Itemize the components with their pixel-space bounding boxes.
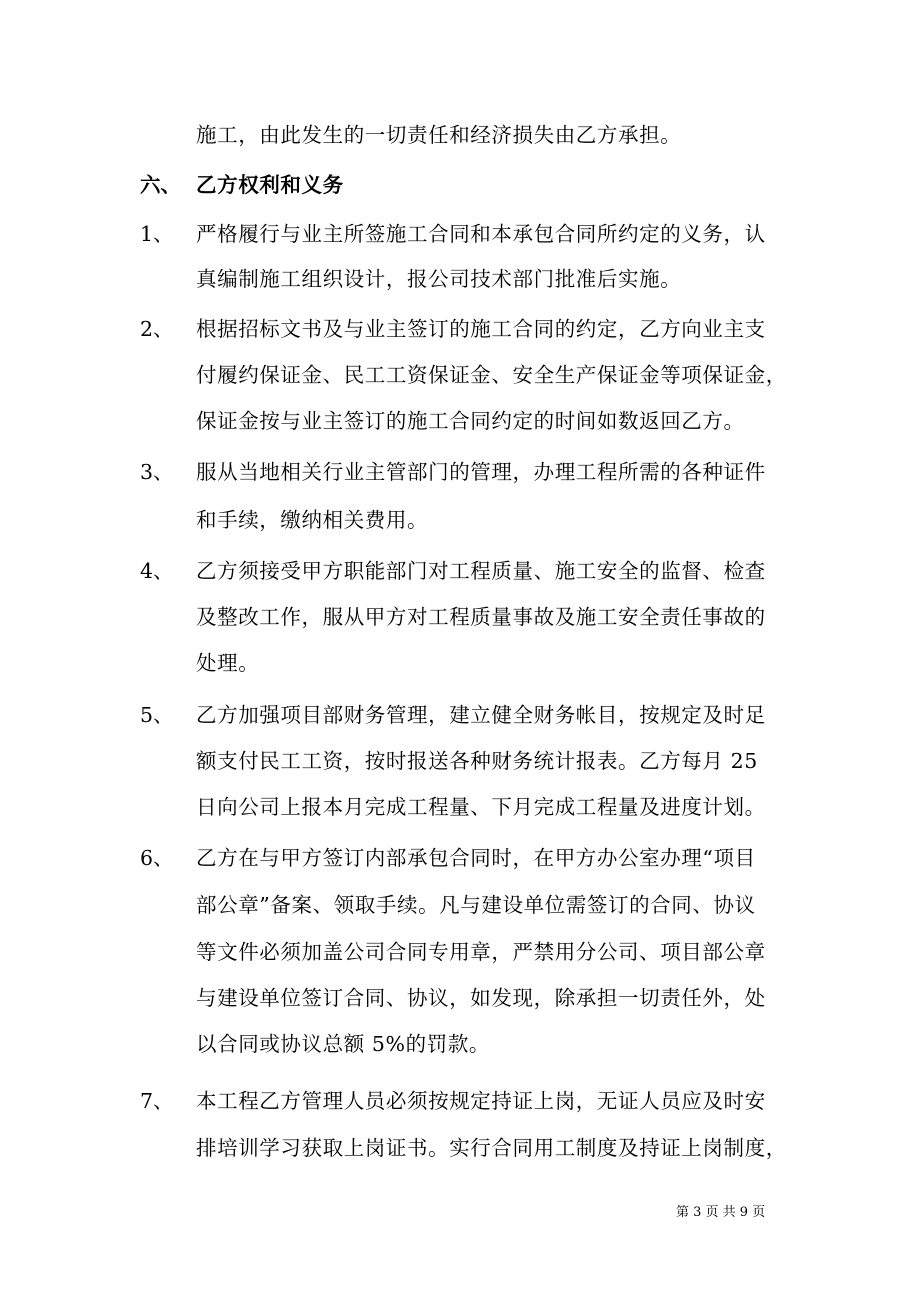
- section-title: 乙方权利和义务: [196, 173, 344, 197]
- item-6-line-5: 以合同或协议总额 5%的罚款。: [196, 1032, 491, 1056]
- item-5-line-3: 日向公司上报本月完成工程量、下月完成工程量及进度计划。: [196, 795, 766, 819]
- item-5-line-1: 乙方加强项目部财务管理，建立健全财务帐目，按规定及时足: [196, 703, 766, 727]
- item-2-line-2: 付履约保证金、民工工资保证金、安全生产保证金等项保证金，: [196, 363, 787, 387]
- item-6-line-3: 等文件必须加盖公司合同专用章，严禁用分公司、项目部公章: [196, 940, 766, 964]
- item-4-line-2: 及整改工作，服从甲方对工程质量事故及施工安全责任事故的: [196, 605, 766, 629]
- section-number: 六、: [140, 173, 181, 197]
- item-7-line-2: 排培训学习获取上岗证书。实行合同用工制度及持证上岗制度，: [196, 1136, 787, 1160]
- item-6-number: 6、: [140, 846, 174, 870]
- item-6-line-1: 乙方在与甲方签订内部承包合同时，在甲方办公室办理“项目: [196, 846, 756, 870]
- item-6-line-4: 与建设单位签订合同、协议，如发现，除承担一切责任外，处: [196, 986, 766, 1010]
- item-3-line-1: 服从当地相关行业主管部门的管理，办理工程所需的各种证件: [196, 460, 766, 484]
- item-1-line-2: 真编制施工组织设计，报公司技术部门批准后实施。: [196, 267, 682, 291]
- page-footer: 第 3 页 共 9 页: [676, 1205, 766, 1220]
- continuation-line: 施工，由此发生的一切责任和经济损失由乙方承担。: [196, 123, 682, 147]
- item-5-line-2: 额支付民工工资，按时报送各种财务统计报表。乙方每月 25: [196, 749, 758, 773]
- item-4-line-3: 处理。: [196, 651, 260, 675]
- item-2-number: 2、: [140, 317, 174, 341]
- item-2-line-1: 根据招标文书及与业主签订的施工合同的约定，乙方向业主支: [196, 317, 766, 341]
- item-6-line-2: 部公章”备案、领取手续。凡与建设单位需签订的合同、协议: [196, 893, 756, 917]
- item-2-line-3: 保证金按与业主签订的施工合同约定的时间如数返回乙方。: [196, 409, 745, 433]
- item-7-line-1: 本工程乙方管理人员必须按规定持证上岗，无证人员应及时安: [196, 1089, 766, 1113]
- item-4-number: 4、: [140, 559, 174, 583]
- item-3-number: 3、: [140, 460, 174, 484]
- item-5-number: 5、: [140, 703, 174, 727]
- item-3-line-2: 和手续，缴纳相关费用。: [196, 508, 429, 532]
- item-7-number: 7、: [140, 1089, 174, 1113]
- item-4-line-1: 乙方须接受甲方职能部门对工程质量、施工安全的监督、检查: [196, 559, 766, 583]
- item-1-number: 1、: [140, 222, 174, 246]
- item-1-line-1: 严格履行与业主所签施工合同和本承包合同所约定的义务，认: [196, 222, 766, 246]
